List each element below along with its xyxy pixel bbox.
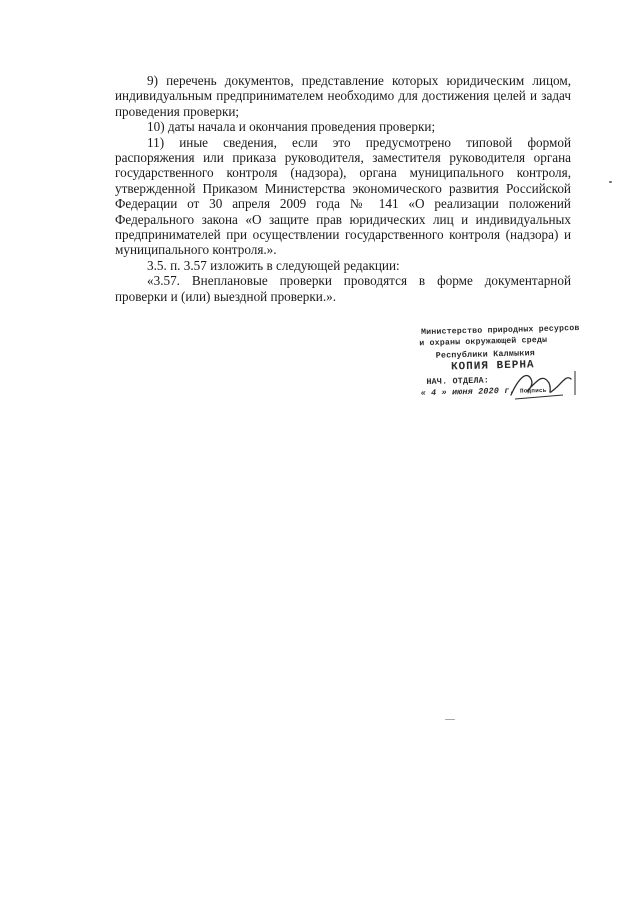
scan-artifact-dot xyxy=(609,181,612,183)
stamp-ministry-line: Министерство природных ресурсов xyxy=(420,324,580,338)
handwritten-signature xyxy=(505,365,585,405)
paragraph-item-10: 10) даты начала и окончания проведения проверки; xyxy=(147,119,436,135)
paragraph-item-9: 9) перечень документов, представление которых юридическим лицом, индивидуальным предпринимателем необходимо для достижения целей и задач проведения проверки; xyxy=(115,73,571,119)
stamp-ministry-line-2: и охраны окружающей среды xyxy=(419,335,548,349)
paragraph-amendment-text: «3.57. Внеплановые проверки проводятся в форме документарной проверки и (или) выездной проверки.». xyxy=(115,273,571,304)
stamp-republic-line: Республики Калмыкия xyxy=(435,348,536,361)
scan-artifact-dot xyxy=(445,719,455,720)
paragraph-item-11: 11) иные сведения, если это предусмотрено типовой формой распоряжения или приказа руководителя, заместителя руководителя органа государственного контроля (надзора), органа муниципального контроля, утвержденной Приказом Министерства экономического развития Российской Федерации от 30 апреля 2009 года № 141 «О реализации положений Федерального закона «О защите прав юридических лиц и индивидуальных предпринимателей при осуществлении государственного контроля (надзора) и муниципального контроля.». xyxy=(115,134,571,258)
stamp-date-suffix: Подпись xyxy=(519,386,547,395)
document-body xyxy=(115,73,571,304)
stamp-copy-certified: КОПИЯ ВЕРНА xyxy=(450,359,535,374)
stamp-department-head: НАЧ. ОТДЕЛА: xyxy=(426,375,490,388)
stamp-date: « 4 » июня 2020 г. xyxy=(420,385,515,399)
paragraph-amendment-intro: 3.5. п. 3.57 изложить в следующей редакции: xyxy=(147,257,400,273)
